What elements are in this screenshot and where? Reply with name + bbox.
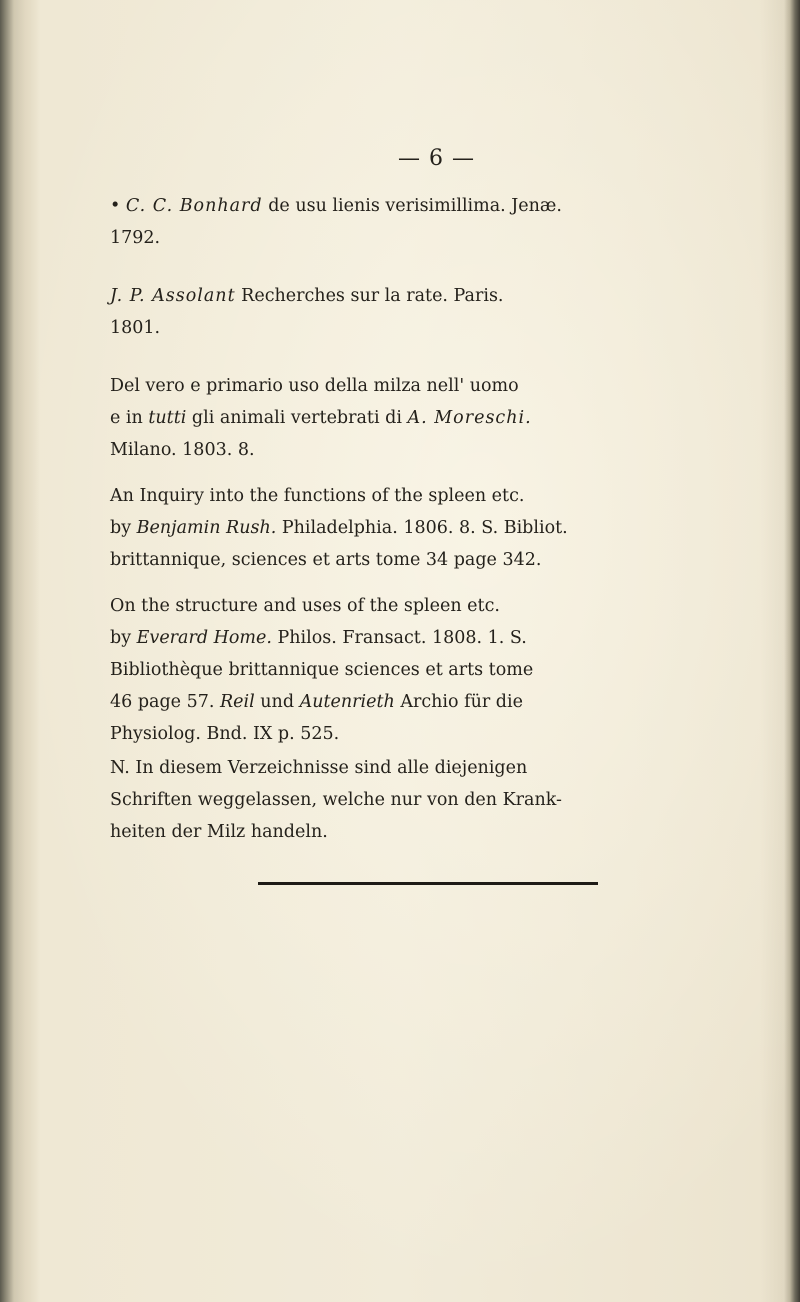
entry-text: Philos. Fransact. 1808. 1. S. bbox=[271, 628, 527, 648]
entry-line: An Inquiry into the functions of the spleen etc. bbox=[110, 486, 525, 506]
entry-text: e in bbox=[110, 408, 149, 428]
author-name: Benjamin Rush. bbox=[136, 518, 277, 538]
author-name: A. Moreschi. bbox=[407, 408, 532, 428]
page-number: — 6 — bbox=[398, 146, 475, 171]
section-divider-rule bbox=[258, 882, 598, 885]
author-name: Reil bbox=[219, 692, 255, 712]
entry-title: de usu lienis verisimillima. Jenæ. bbox=[262, 196, 562, 216]
entry-line: brittannique, sciences et arts tome 34 page 342. bbox=[110, 550, 542, 570]
entry-text: Archio für die bbox=[394, 692, 523, 712]
bibliography-entry bbox=[110, 590, 730, 750]
entry-text: by bbox=[110, 518, 137, 538]
entry-year: 1801. bbox=[110, 318, 161, 338]
page-gutter-right bbox=[784, 0, 800, 1302]
author-name: J. P. Assolant bbox=[110, 286, 236, 306]
author-name: Everard Home. bbox=[136, 628, 272, 648]
bibliography-entry bbox=[110, 480, 730, 576]
entry-line: Del vero e primario uso della milza nell' uomo bbox=[110, 376, 519, 396]
entry-line: Bibliothèque brittannique sciences et arts tome bbox=[110, 660, 534, 680]
entry-text: Philadelphia. 1806. 8. S. Bibliot. bbox=[276, 518, 568, 538]
entry-title: Recherches sur la rate. Paris. bbox=[235, 286, 504, 306]
entry-marker: • bbox=[110, 196, 121, 216]
note-line: heiten der Milz handeln. bbox=[110, 822, 328, 842]
entry-text: und bbox=[254, 692, 300, 712]
author-name: Autenrieth bbox=[299, 692, 395, 712]
author-name: C. C. Bonhard bbox=[125, 196, 263, 216]
entry-line: Physiolog. Bnd. IX p. 525. bbox=[110, 724, 340, 744]
entry-text: by bbox=[110, 628, 137, 648]
entry-text: gli animali vertebrati di bbox=[186, 408, 408, 428]
bibliography-entry bbox=[110, 190, 730, 254]
footnote bbox=[110, 752, 730, 848]
entry-imprint: Milano. 1803. 8. bbox=[110, 440, 255, 460]
entry-text: 46 page 57. bbox=[110, 692, 220, 712]
note-line: Schriften weggelassen, welche nur von den Krank- bbox=[110, 790, 562, 810]
bibliography-entry bbox=[110, 370, 730, 466]
emphasis-word: tutti bbox=[148, 408, 187, 428]
page-gutter-left bbox=[0, 0, 40, 1302]
note-line: N. In diesem Verzeichnisse sind alle diejenigen bbox=[110, 758, 528, 778]
bibliography-entry bbox=[110, 280, 730, 344]
entry-line: On the structure and uses of the spleen etc. bbox=[110, 596, 500, 616]
entry-year: 1792. bbox=[110, 228, 161, 248]
